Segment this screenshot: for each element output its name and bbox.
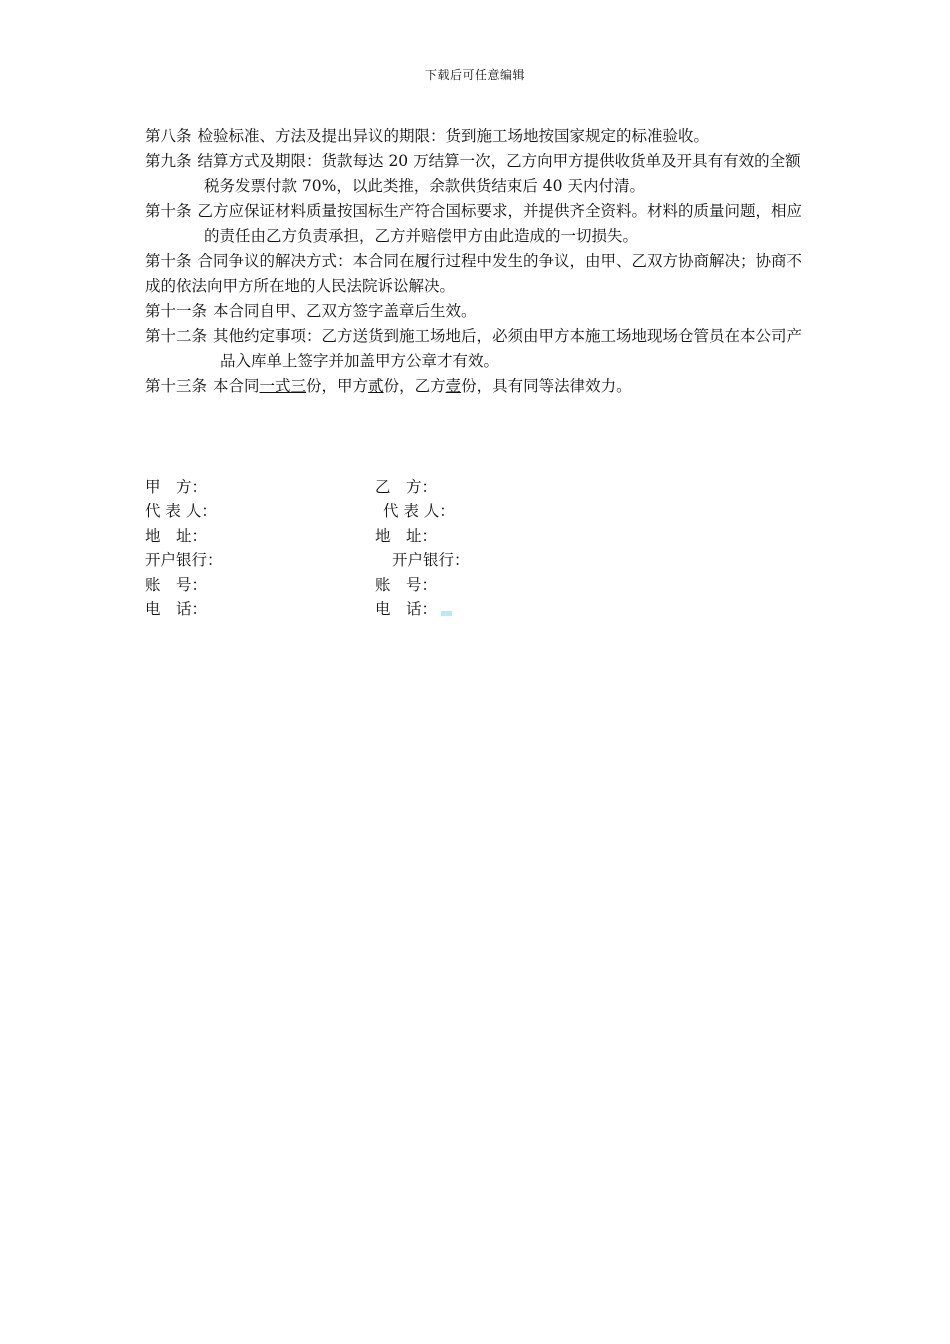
clause-10-dispute	[145, 249, 807, 299]
signature-row-address	[145, 524, 745, 548]
signature-block	[145, 475, 745, 621]
clause-text-part: 份，具有同等法律效力。	[461, 377, 632, 395]
party-b-phone-label: 电 话：	[375, 599, 438, 618]
page-header: 下载后可任意编辑	[424, 68, 525, 82]
clause-text: 其他约定事项：乙方送货到施工场地后，必须由甲方本施工场地现场仓管员在本公司产品入库单上签字并加盖甲方公章才有效。	[213, 327, 803, 370]
clause-9	[145, 149, 807, 199]
clause-text: 结算方式及期限：货款每达 20 万结算一次，乙方向甲方提供收货单及开具有有效的全额税务发票付款 70%，以此类推，余款供货结束后 40 天内付清。	[197, 152, 801, 195]
party-a-account-label: 账 号：	[145, 575, 208, 594]
clause-number: 第十条	[145, 202, 192, 220]
clause-text: 检验标准、方法及提出异议的期限：货到施工场地按国家规定的标准验收。	[197, 127, 710, 145]
clause-12	[145, 324, 807, 374]
copies-total-underlined: 一式三	[259, 377, 307, 395]
clause-text-part: 本合同	[213, 377, 260, 395]
contract-clauses	[145, 124, 807, 399]
clause-number: 第九条	[145, 152, 192, 170]
signature-row-phone	[145, 597, 745, 621]
clause-text: 合同争议的解决方式：本合同在履行过程中发生的争议，由甲、乙双方协商解决；协商不成的依法向甲方所在地的人民法院诉讼解决。	[145, 252, 803, 295]
party-b-account-label: 账 号：	[375, 575, 438, 594]
party-a-bank-label: 开户银行：	[145, 551, 223, 570]
clause-number: 第十条	[145, 252, 192, 270]
copies-party-b-underlined: 壹	[445, 377, 462, 395]
clause-text: 本合同自甲、乙双方签字盖章后生效。	[213, 302, 477, 320]
clause-text-part: 份，甲方	[306, 377, 369, 395]
clause-8	[145, 124, 807, 149]
party-b-phone-group	[375, 597, 452, 621]
clause-11	[145, 299, 807, 324]
signature-row-bank	[145, 548, 745, 572]
clause-13	[145, 374, 807, 399]
highlight-mark	[441, 611, 452, 616]
signature-row-party	[145, 475, 745, 499]
party-a-phone-label: 电 话：	[145, 599, 208, 618]
party-b-bank-label: 开户银行：	[392, 551, 470, 570]
clause-number: 第十一条	[145, 302, 208, 320]
clause-number: 第十二条	[145, 327, 208, 345]
clause-number: 第十三条	[145, 377, 208, 395]
party-b-label: 乙 方：	[375, 478, 438, 496]
party-a-label: 甲 方：	[145, 478, 208, 496]
copies-party-a-underlined: 贰	[368, 377, 384, 395]
clause-number: 第八条	[145, 127, 192, 145]
party-a-address-label: 地 址：	[145, 526, 208, 545]
signature-row-rep	[145, 499, 745, 523]
clause-text: 乙方应保证材料质量按国标生产符合国标要求，并提供齐全资料。材料的质量问题，相应的责任由乙方负责承担，乙方并赔偿甲方由此造成的一切损失。	[197, 202, 803, 245]
party-b-address-label: 地 址：	[375, 526, 438, 545]
signature-row-account	[145, 573, 745, 597]
clause-text-part: 份，乙方	[383, 377, 446, 395]
clause-10	[145, 199, 807, 249]
party-b-rep-label: 代 表 人：	[383, 502, 455, 521]
party-a-rep-label: 代 表 人：	[145, 502, 217, 521]
